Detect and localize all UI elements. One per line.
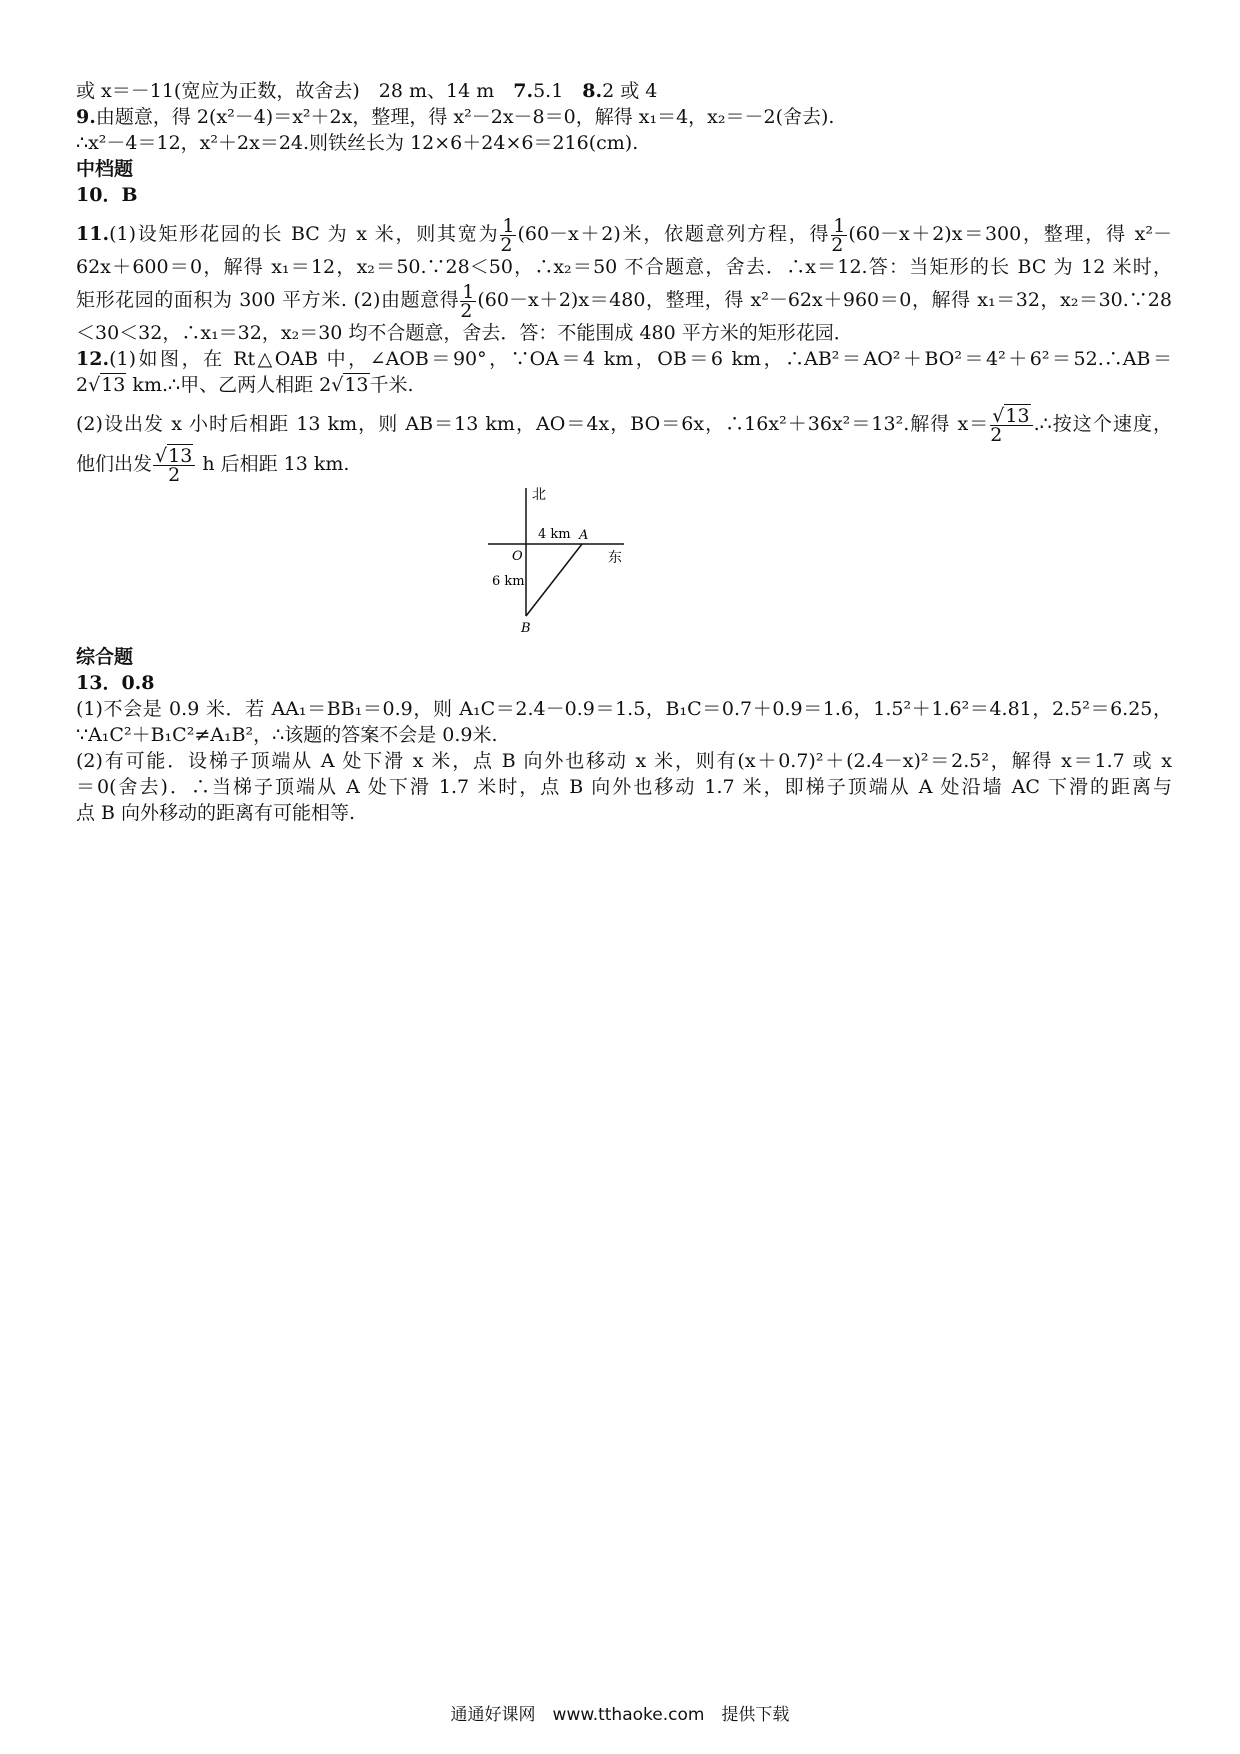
question-number-12: 12. xyxy=(76,348,110,370)
answer-11-line-1 xyxy=(76,214,1172,254)
answer-13-part-1: (1)不会是 0.9 米．若 AA₁＝BB₁＝0.9，则 A₁C＝2.4－0.9＝1.5，B₁C＝0.7＋0.9＝1.6，1.5²＋1.6²＝4.81，2.5²＝6.25， xyxy=(76,698,1172,720)
fraction-denominator: 2 xyxy=(500,233,513,256)
fraction-numerator: √13 xyxy=(990,407,1032,426)
sqrt-radicand: 13 xyxy=(101,374,126,396)
fraction-denominator: 2 xyxy=(831,233,844,256)
answer-line-9 xyxy=(76,104,1172,130)
fraction-denominator: 2 xyxy=(990,423,1003,446)
answer-11-conclusion: ＜30＜32，∴x₁＝32，x₂＝30 均不合题意，舍去．答：不能围成 480 平方米的矩形花园． xyxy=(76,322,853,344)
question-number-11: 11. xyxy=(76,223,110,245)
label-point-o: O xyxy=(512,549,523,564)
sqrt-radicand: 13 xyxy=(168,444,193,467)
answer-6-tail: 或 x＝－11(宽应为正数，故舍去) 28 m、14 m xyxy=(76,80,514,102)
answer-13-line-1 xyxy=(76,696,1172,722)
answer-13-line-2 xyxy=(76,722,1172,748)
answer-12-part-4: 他们出发 xyxy=(76,453,153,475)
answer-12-part-5: h 后相距 13 km. xyxy=(196,453,350,475)
fraction-sqrt13-over-2 xyxy=(990,404,1032,446)
page-footer: 通通好课网 www.tthaoke.com 提供下载 xyxy=(450,1705,790,1725)
answer-13-line-3 xyxy=(76,748,1172,774)
label-point-b: B xyxy=(521,621,531,636)
section-heading-medium: 中档题 xyxy=(76,158,134,180)
answer-12-part-3: .∴按这个速度， xyxy=(1033,413,1172,435)
answer-11-part-1: (1)设矩形花园的长 BC 为 x 米，则其宽为 xyxy=(109,223,500,245)
answer-9-conclusion: ∴x²－4＝12，x²＋2x＝24.则铁丝长为 12×6＋24×6＝216(cm). xyxy=(76,132,639,154)
fraction-numerator: 1 xyxy=(462,280,475,303)
sqrt-radicand: 13 xyxy=(344,374,369,396)
sqrt-radicand: 13 xyxy=(1005,404,1030,427)
answer-10: 10．B xyxy=(76,184,138,206)
answer-11-line-2 xyxy=(76,254,1172,280)
answer-line-9b xyxy=(76,130,1172,156)
answer-12-line-2: 2√13 km.∴甲、乙两人相距 2√13千米. xyxy=(76,374,414,396)
coefficient: 2 xyxy=(76,374,89,396)
answer-12-line-1 xyxy=(76,346,1172,372)
answer-13-part-2-cont: ＝0(舍去)．∴当梯子顶端从 A 处下滑 1.7 米时，点 B 向外也移动 1.7 米，即梯子顶端从 A 处沿墙 AC 下滑的距离与 xyxy=(76,776,1172,798)
answer-13-part-2: (2)有可能．设梯子顶端从 A 处下滑 x 米，点 B 向外也移动 x 米，则有(x＋0.7)²＋(2.4－x)²＝2.5²，解得 x＝1.7 或 x xyxy=(76,750,1172,772)
question-number-9: 9. xyxy=(76,106,96,128)
answer-9-text: 由题意，得 2(x²－4)＝x²＋2x，整理，得 x²－2x－8＝0，解得 x₁＝4，x₂＝－2(舍去). xyxy=(95,106,835,128)
answer-11-part-2: (60－x＋2)米，依题意列方程，得 xyxy=(517,223,831,245)
answer-line-1 xyxy=(76,78,1172,104)
answer-13-conclusion: 点 B 向外移动的距离有可能相等. xyxy=(76,802,356,824)
fraction-one-half xyxy=(460,280,476,322)
answer-11-solution: 62x＋600＝0，解得 x₁＝12，x₂＝50.∵28＜50，∴x₂＝50 不合题意，舍去．∴x＝12.答：当矩形的长 BC 为 12 米时， xyxy=(76,256,1172,278)
answer-13: 13．0.8 xyxy=(76,672,155,694)
answer-11-line-4 xyxy=(76,320,1172,346)
direction-diagram xyxy=(76,484,1172,644)
answer-13-line-4 xyxy=(76,774,1172,800)
question-number-7: 7. xyxy=(513,80,534,102)
direction-diagram-svg xyxy=(76,484,1172,644)
answer-13-part-1-conclusion: ∵A₁C²＋B₁C²≠A₁B²，∴该题的答案不会是 0.9米. xyxy=(76,724,498,746)
answer-content xyxy=(76,78,1172,826)
section-heading-comprehensive: 综合题 xyxy=(76,646,134,668)
fraction-one-half xyxy=(500,214,516,256)
question-number-8: 8. xyxy=(582,80,603,102)
answer-12-part-1: (1)如图，在 Rt△OAB 中，∠AOB＝90°，∵OA＝4 km，OB＝6 km，∴AB²＝AO²＋BO²＝4²＋6²＝52.∴AB＝ xyxy=(109,348,1172,370)
answer-11-part-5: (60－x＋2)x＝480，整理，得 x²－62x＋960＝0，解得 x₁＝32，x₂＝30.∵28 xyxy=(477,289,1172,311)
fraction-one-half xyxy=(831,214,847,256)
label-north: 北 xyxy=(532,487,546,503)
fraction-denominator: 2 xyxy=(460,299,473,322)
label-east: 东 xyxy=(608,550,622,566)
answer-12-part-2: (2)设出发 x 小时后相距 13 km，则 AB＝13 km，AO＝4x，BO＝6x，∴16x²＋36x²＝13².解得 x＝ xyxy=(76,413,990,435)
fraction-numerator: √13 xyxy=(153,447,195,466)
label-oa-length: 4 km xyxy=(538,527,571,542)
fraction-sqrt13-over-2 xyxy=(153,444,195,486)
answer-11-part-3: (60－x＋2)x＝300，整理，得 x²－ xyxy=(848,223,1172,245)
label-ob-length: 6 km xyxy=(492,574,525,589)
unit-km: 千米. xyxy=(369,374,414,396)
answer-12-line-4 xyxy=(76,444,1172,484)
answer-7: 5.1 xyxy=(533,80,583,102)
answer-11-line-3 xyxy=(76,280,1172,320)
segment-ab xyxy=(526,544,582,616)
answer-11-part-4: 矩形花园的面积为 300 平方米. (2)由题意得 xyxy=(76,289,460,311)
label-point-a: A xyxy=(579,528,589,543)
answer-13-line-5 xyxy=(76,800,1172,826)
fraction-numerator: 1 xyxy=(833,214,846,237)
answer-12-distance-text: km.∴甲、乙两人相距 2 xyxy=(126,374,332,396)
fraction-denominator: 2 xyxy=(168,463,181,486)
answer-12-line-3 xyxy=(76,404,1172,444)
answer-8: 2 或 4 xyxy=(602,80,658,102)
fraction-numerator: 1 xyxy=(502,214,515,237)
